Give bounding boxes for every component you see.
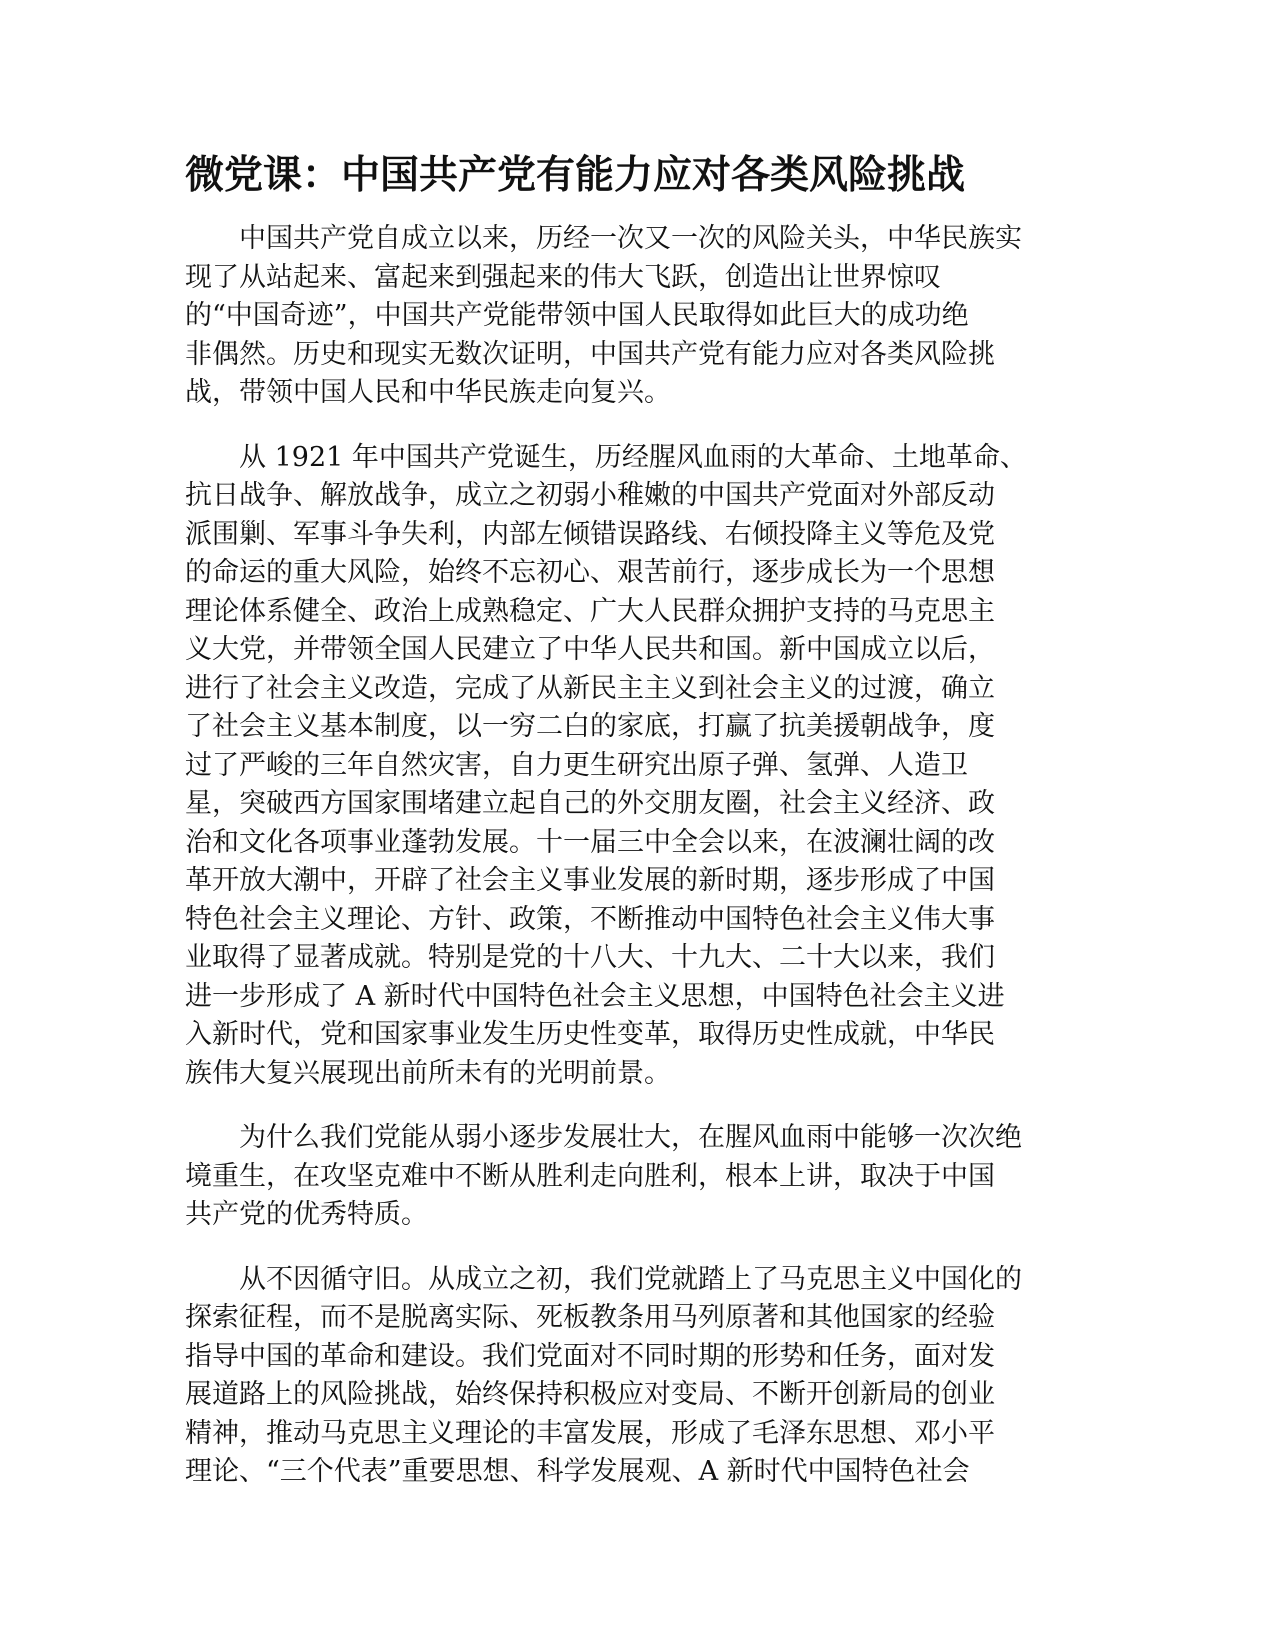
text-line: 抗日战争、解放战争，成立之初弱小稚嫩的中国共产党面对外部反动: [185, 480, 995, 511]
paragraph-innovation: [185, 1261, 1067, 1492]
text-line: 进行了社会主义改造，完成了从新民主主义到社会主义的过渡，确立: [185, 672, 995, 704]
text-line: 为什么我们党能从弱小逐步发展壮大，在腥风血雨中能够一次次绝: [185, 1122, 1022, 1153]
text-line: 义大党，并带领全国人民建立了中华人民共和国。新中国成立以后，: [185, 634, 995, 665]
paragraph-history: [185, 439, 1067, 1094]
text-line: 派围剿、军事斗争失利，内部左倾错误路线、右倾投降主义等危及党: [185, 518, 995, 550]
text-line: 星，突破西方国家围堵建立起自己的外交朋友圈，社会主义经济、政: [185, 788, 995, 819]
text-line: 过了严峻的三年自然灾害，自力更生研究出原子弹、氢弹、人造卫: [185, 749, 968, 781]
text-line: 境重生，在攻坚克难中不断从胜利走向胜利，根本上讲，取决于中国: [185, 1160, 995, 1192]
paragraph-question: [185, 1119, 1067, 1235]
text-line: 共产党的优秀特质。: [185, 1199, 428, 1230]
text-line: 精神，推动马克思主义理论的丰富发展，形成了毛泽东思想、邓小平: [185, 1417, 995, 1449]
text-line: 中国共产党自成立以来，历经一次又一次的风险关头，中华民族实: [185, 223, 1022, 254]
text-line: 非偶然。历史和现实无数次证明，中国共产党有能力应对各类风险挑: [185, 338, 995, 370]
text-line: 的“中国奇迹”，中国共产党能带领中国人民取得如此巨大的成功绝: [185, 300, 969, 331]
text-line: 从不因循守旧。从成立之初，我们党就踏上了马克思主义中国化的: [185, 1263, 1022, 1295]
text-line: 的命运的重大风险，始终不忘初心、艰苦前行，逐步成长为一个思想: [185, 557, 995, 588]
text-line: 从 1921 年中国共产党诞生，历经腥风血雨的大革命、土地革命、: [185, 441, 1027, 473]
text-line: 探索征程，而不是脱离实际、死板教条用马列原著和其他国家的经验: [185, 1302, 995, 1333]
text-line: 治和文化各项事业蓬勃发展。十一届三中全会以来，在波澜壮阔的改: [185, 826, 995, 858]
text-line: 了社会主义基本制度，以一穷二白的家底，打赢了抗美援朝战争，度: [185, 711, 995, 742]
paragraph-intro: [185, 220, 1067, 413]
text-line: 理论、“三个代表”重要思想、科学发展观、A 新时代中国特色社会: [185, 1456, 970, 1487]
text-line: 入新时代，党和国家事业发生历史性变革，取得历史性成就，中华民: [185, 1019, 995, 1050]
text-line: 特色社会主义理论、方针、政策，不断推动中国特色社会主义伟大事: [185, 903, 995, 935]
text-line: 业取得了显著成就。特别是党的十八大、十九大、二十大以来，我们: [185, 942, 995, 973]
text-line: 族伟大复兴展现出前所未有的光明前景。: [185, 1057, 671, 1089]
text-line: 理论体系健全、政治上成熟稳定、广大人民群众拥护支持的马克思主: [185, 595, 995, 627]
text-line: 战，带领中国人民和中华民族走向复兴。: [185, 377, 671, 408]
text-line: 进一步形成了 A 新时代中国特色社会主义思想，中国特色社会主义进: [185, 980, 1005, 1012]
text-line: 指导中国的革命和建设。我们党面对不同时期的形势和任务，面对发: [185, 1340, 995, 1372]
text-line: 展道路上的风险挑战，始终保持积极应对变局、不断开创新局的创业: [185, 1379, 995, 1410]
text-line: 革开放大潮中，开辟了社会主义事业发展的新时期，逐步形成了中国: [185, 865, 995, 896]
document-body: [185, 220, 1067, 1518]
document-title: 微党课：中国共产党有能力应对各类风险挑战: [185, 153, 966, 198]
text-line: 现了从站起来、富起来到强起来的伟大飞跃，创造出让世界惊叹: [185, 261, 941, 293]
